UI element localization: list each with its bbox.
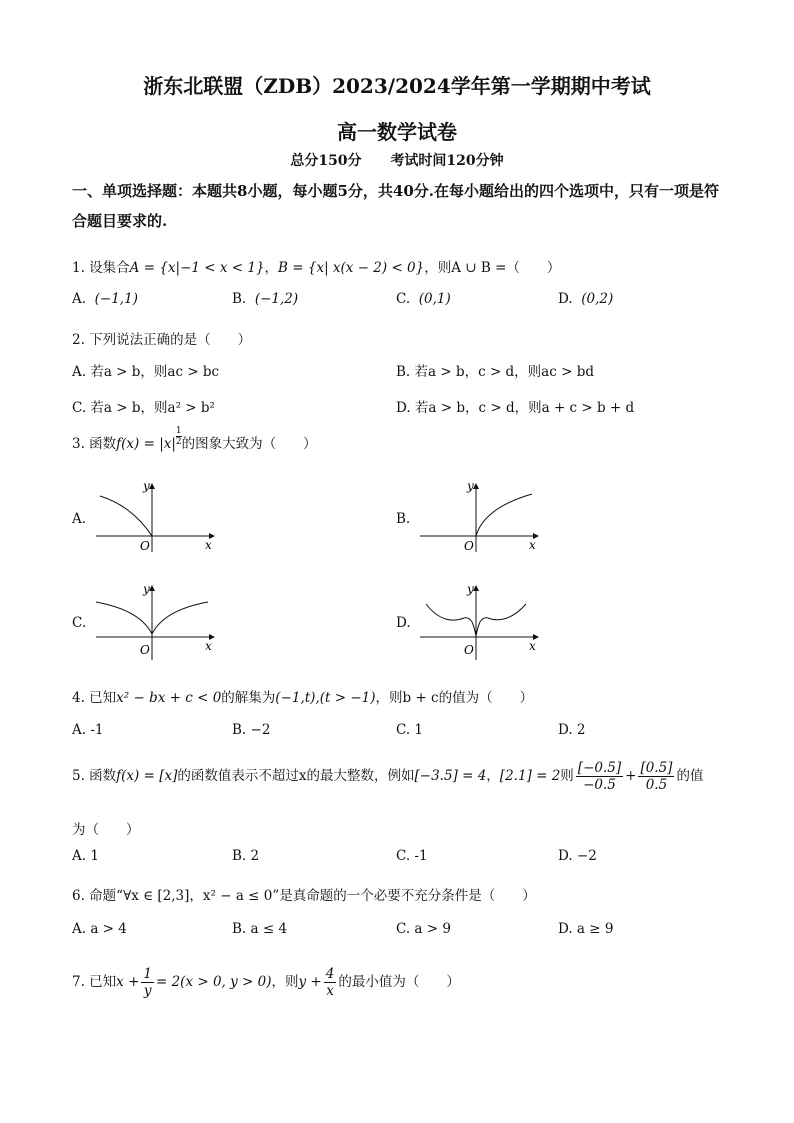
q3-option-c[interactable]: C.	[72, 615, 87, 631]
origin-label: O	[140, 539, 150, 553]
q5-option-a[interactable]: A. 1	[72, 848, 99, 864]
q4-option-a[interactable]: A. -1	[72, 722, 104, 738]
q6-option-c[interactable]: C. a > 9	[396, 921, 451, 937]
q4-option-c[interactable]: C. 1	[396, 722, 424, 738]
question-7: 7. 已知x + $\frac{1}{y}$ = 2(x > 0, y > 0)，则y + $\frac{4}{x}$ 的最小值为（ ）	[72, 966, 460, 999]
curve	[476, 494, 532, 536]
y-label: y	[467, 582, 474, 596]
section-heading: 一、单项选择题：本题共8小题，每小题5分，共40分.在每小题给出的四个选项中，只有一项是符合题目要求的.	[72, 182, 719, 230]
y-label: y	[467, 479, 474, 493]
q6-option-b[interactable]: B. a ≤ 4	[232, 921, 288, 937]
origin-label: O	[140, 643, 150, 657]
q5-option-c[interactable]: C. -1	[396, 848, 428, 864]
origin-label: O	[464, 539, 474, 553]
question-3: 3. 函数f(x) = |x| $\frac{1}{2}$ 的图象大致为（ ）	[72, 426, 317, 452]
y-label: y	[143, 582, 150, 596]
q1-option-d[interactable]: D. (0,2)	[558, 291, 614, 307]
q6-option-d[interactable]: D. a ≥ 9	[558, 921, 614, 937]
q2-option-b[interactable]: B. 若a > b，c > d，则ac > bd	[396, 364, 594, 380]
question-6: 6. 命题“∀x ∈ [2,3]，x² − a ≤ 0”是真命题的一个必要不充分条件是（ ）	[72, 888, 536, 904]
q1-option-c[interactable]: C. (0,1)	[396, 291, 451, 307]
graph-c[interactable]	[92, 582, 222, 662]
exam-meta	[0, 150, 794, 170]
question-5-cont: 为（ ）	[72, 822, 140, 838]
exam-subtitle: 高一数学试卷	[337, 120, 457, 144]
x-label: x	[529, 639, 536, 653]
q1-option-a[interactable]: A. (−1,1)	[72, 291, 138, 307]
q1-option-b[interactable]: B. (−1,2)	[232, 291, 299, 307]
q5-option-d[interactable]: D. −2	[558, 848, 597, 864]
question-4: 4. 已知x² − bx + c < 0的解集为(−1,t),(t > −1)，则b + c的值为（ ）	[72, 690, 534, 706]
q6-option-a[interactable]: A. a > 4	[72, 921, 127, 937]
x-label: x	[529, 538, 536, 552]
x-label: x	[205, 639, 212, 653]
q5-option-b[interactable]: B. 2	[232, 848, 260, 864]
exam-title: 浙东北联盟（ZDB）2023/2024学年第一学期期中考试	[143, 74, 651, 98]
origin-label: O	[464, 643, 474, 657]
q3-option-d[interactable]: D.	[396, 615, 411, 631]
graph-a[interactable]	[92, 478, 222, 554]
graph-b[interactable]	[416, 478, 546, 554]
total-score: 总分150分	[290, 153, 362, 169]
curve	[100, 496, 152, 536]
q4-option-d[interactable]: D. 2	[558, 722, 586, 738]
q2-option-d[interactable]: D. 若a > b，c > d，则a + c > b + d	[396, 400, 635, 416]
x-label: x	[205, 538, 212, 552]
q4-option-b[interactable]: B. −2	[232, 722, 271, 738]
q3-option-a[interactable]: A.	[72, 511, 87, 527]
question-2: 2. 下列说法正确的是（ ）	[72, 332, 252, 348]
exam-time: 考试时间120分钟	[390, 153, 504, 169]
question-1: 1. 设集合A = {x|−1 < x < 1}，B = {x| x(x − 2) < 0}，则A ∪ B =（ ）	[72, 260, 561, 276]
q2-option-c[interactable]: C. 若a > b，则a² > b²	[72, 400, 215, 416]
q3-option-b[interactable]: B.	[396, 511, 411, 527]
question-5: 5. 函数f(x) = [x]的函数值表示不超过x的最大整数，例如[−3.5] = 4，[2.1] = 2则 $\frac{[-0.5]}{-0.5}$ + $\frac{[0.5]}{0.5}$ 的值	[72, 760, 704, 793]
graph-d[interactable]	[416, 582, 546, 662]
y-label: y	[143, 479, 150, 493]
q2-option-a[interactable]: A. 若a > b，则ac > bc	[72, 364, 220, 380]
